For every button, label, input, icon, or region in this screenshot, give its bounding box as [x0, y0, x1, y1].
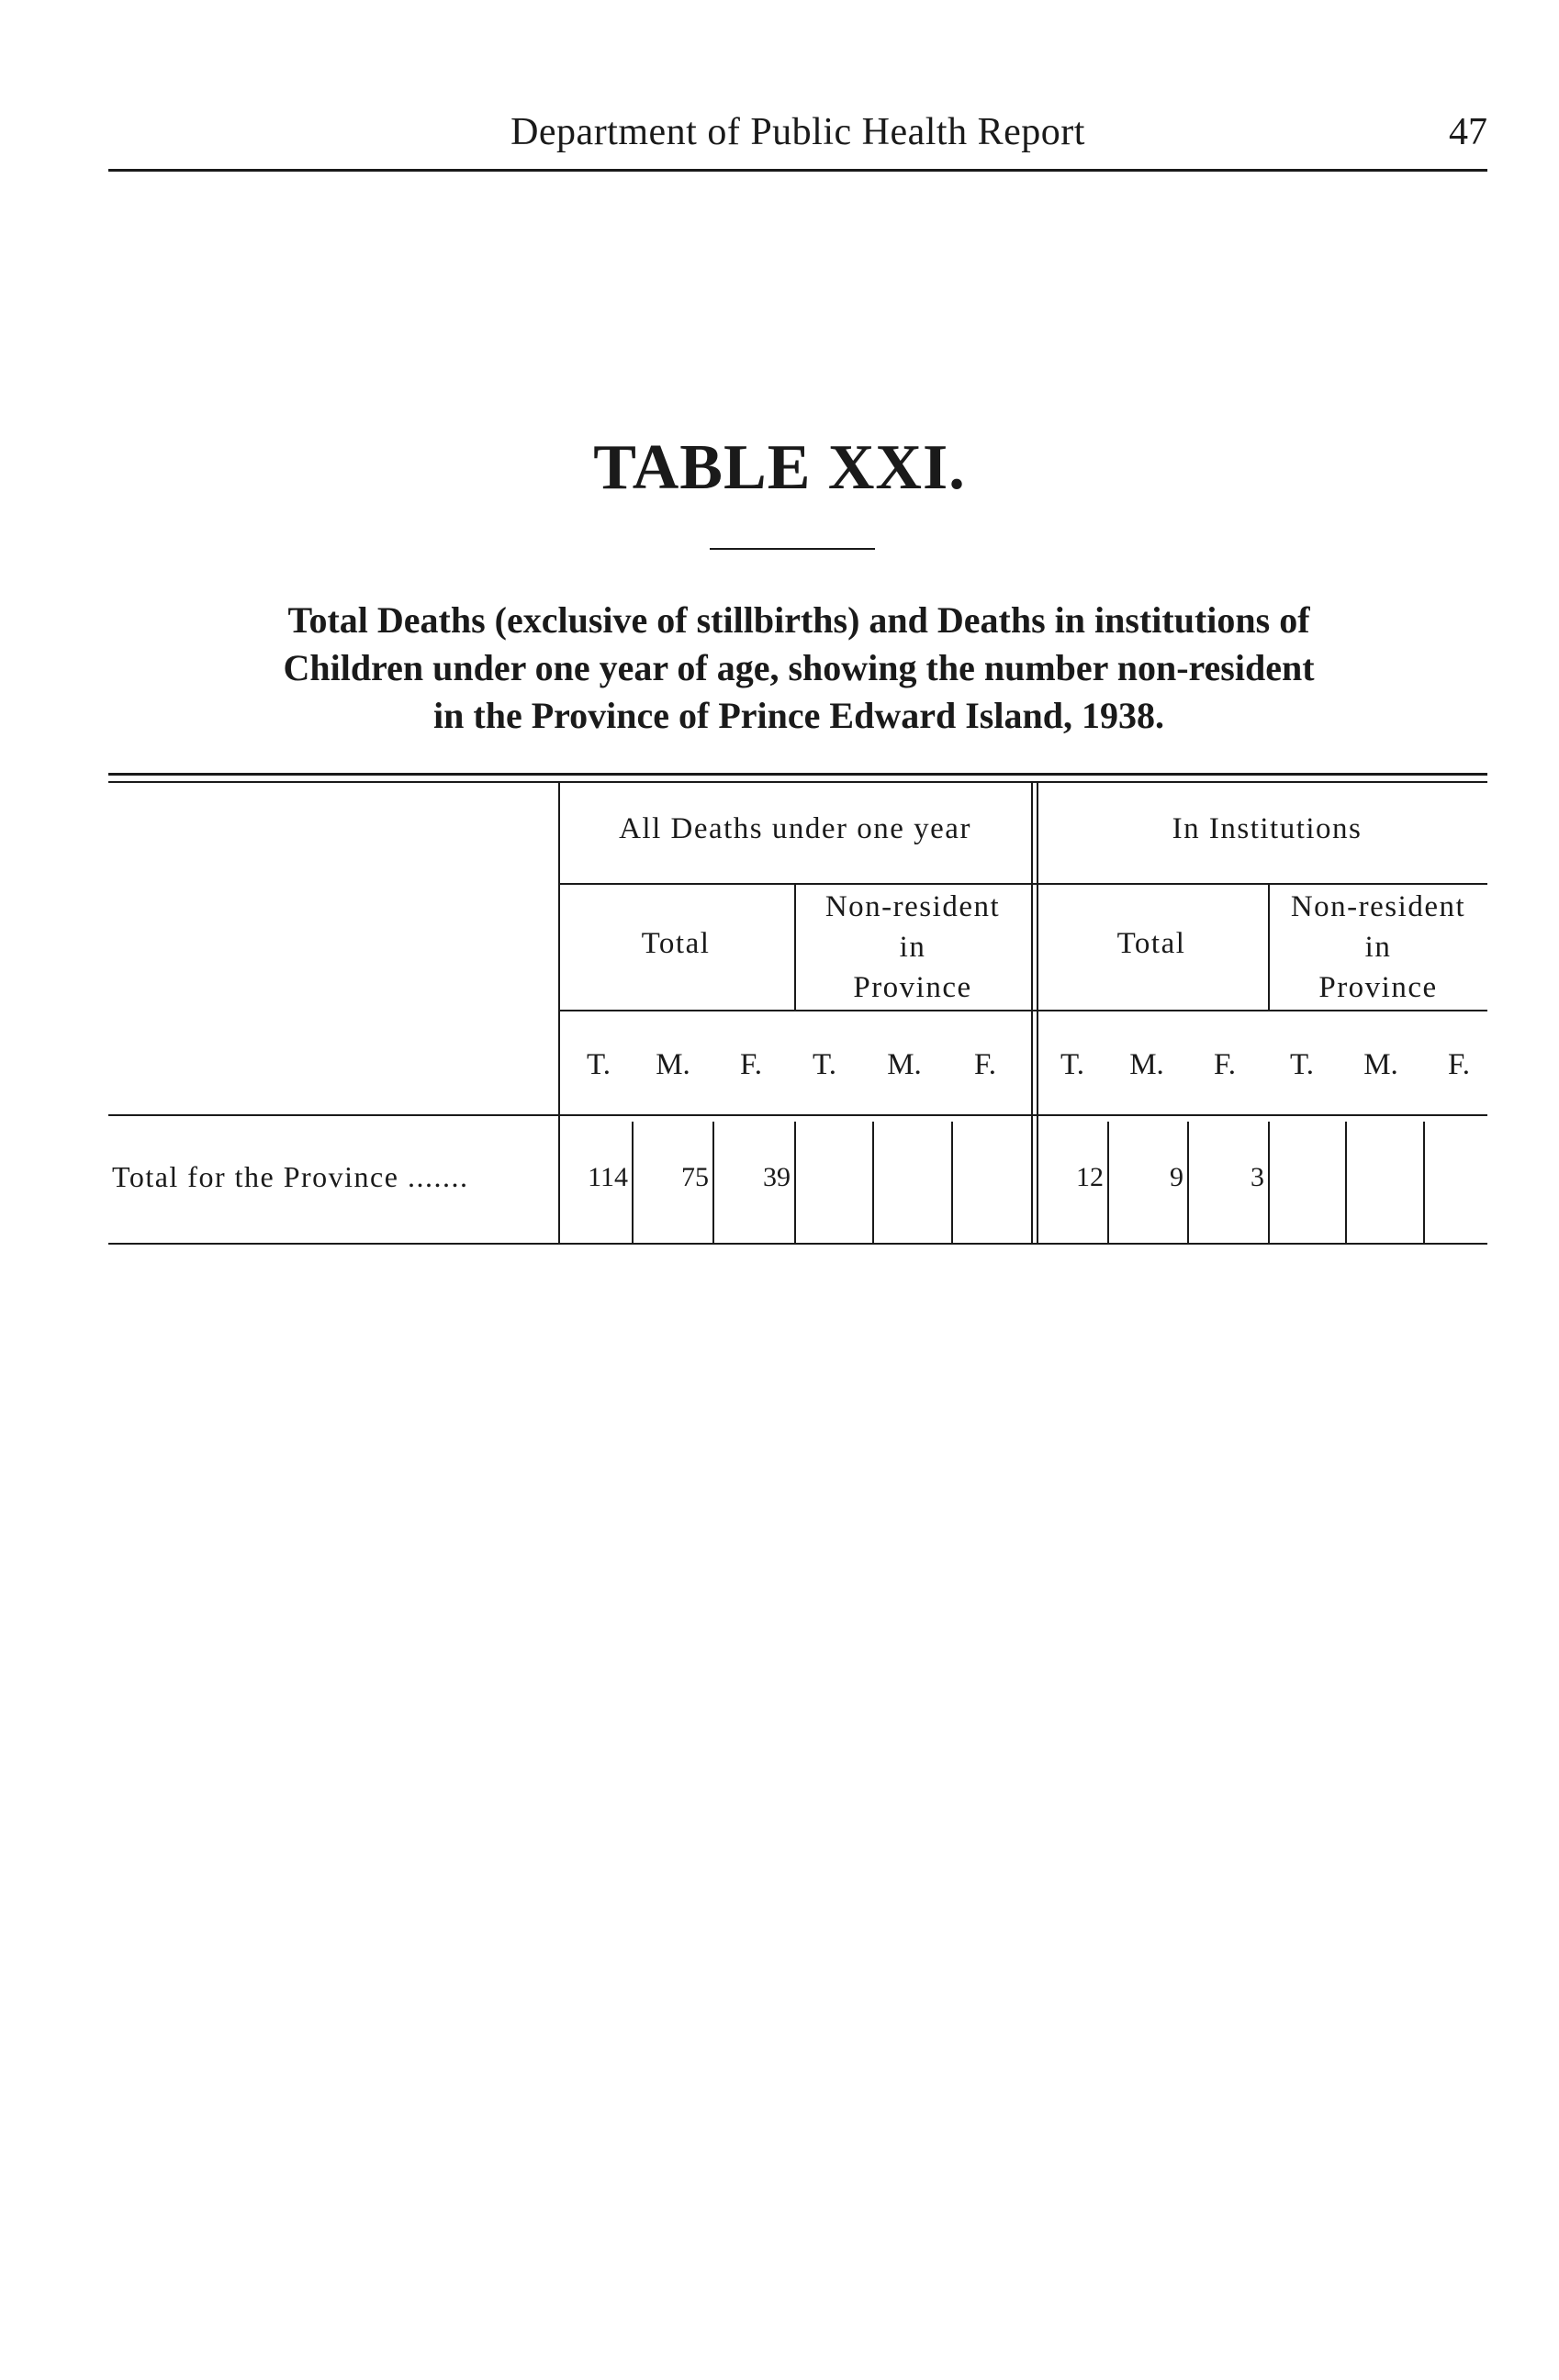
cell-inst-total-f: 3 [1251, 1162, 1264, 1192]
stub-divider [558, 782, 560, 1243]
table-top-rule-thin [108, 781, 1487, 783]
col-header-all-total-f: F. [740, 1048, 762, 1081]
subgroup-divider-inst [1268, 883, 1270, 1010]
group-header-institutions: In Institutions [1172, 812, 1363, 845]
col-header-inst-total-t: T. [1060, 1048, 1084, 1081]
cell-inst-total-m: 9 [1170, 1162, 1183, 1192]
subheader-total-all: Total [641, 927, 711, 960]
col-header-all-nonres-t: T. [813, 1048, 836, 1081]
col-header-inst-total-f: F. [1214, 1048, 1236, 1081]
row-label-total-province: Total for the Province ....... [112, 1160, 469, 1193]
nonresident-line-2: in [899, 931, 926, 964]
caption-line-1: Total Deaths (exclusive of stillbirths) and Deaths in institutions of [287, 599, 1310, 641]
col-header-inst-nonres-m: M. [1363, 1048, 1398, 1081]
table-caption [147, 597, 1451, 740]
group-divider-2 [1037, 782, 1038, 1243]
cell-all-total-t: 114 [588, 1162, 628, 1192]
caption-line-2: Children under one year of age, showing the number non-resident [283, 647, 1315, 688]
cell-inst-total-t: 12 [1076, 1162, 1104, 1192]
subgroup-underline [558, 1010, 1487, 1011]
subheader-nonresident-inst [1291, 887, 1465, 1008]
col-header-inst-nonres-t: T. [1290, 1048, 1314, 1081]
group-underline [558, 883, 1487, 885]
col-header-all-total-t: T. [587, 1048, 611, 1081]
running-head: Department of Public Health Report [510, 111, 1085, 153]
nonresident-line-1: Non-resident [824, 890, 1001, 923]
col-header-all-nonres-m: M. [887, 1048, 922, 1081]
cell-all-total-f: 39 [763, 1162, 791, 1192]
nonresident-line-3: Province [853, 971, 972, 1004]
page-number: 47 [1449, 111, 1487, 153]
col-header-inst-nonres-f: F. [1448, 1048, 1470, 1081]
cell-all-total-m: 75 [681, 1162, 709, 1192]
header-bottom-rule [108, 1114, 1487, 1116]
col-header-all-total-m: M. [656, 1048, 690, 1081]
group-divider-1 [1031, 782, 1033, 1243]
nonresident-line-2: in [1364, 931, 1392, 964]
nonresident-line-3: Province [1318, 971, 1438, 1004]
title-rule [710, 548, 875, 550]
subheader-total-inst: Total [1116, 927, 1186, 960]
table-title: TABLE XXI. [593, 432, 966, 503]
table-bottom-rule [108, 1243, 1487, 1245]
nonresident-line-1: Non-resident [1290, 890, 1466, 923]
page-header [108, 110, 1487, 172]
statistics-table [108, 773, 1487, 1250]
caption-line-3: in the Province of Prince Edward Island, 1938. [433, 695, 1164, 736]
table-top-rule [108, 773, 1487, 776]
col-header-inst-total-m: M. [1129, 1048, 1164, 1081]
subheader-nonresident-all [825, 887, 1000, 1008]
group-header-all-deaths: All Deaths under one year [619, 812, 971, 845]
subgroup-divider-all [794, 883, 796, 1010]
col-header-all-nonres-f: F. [974, 1048, 996, 1081]
